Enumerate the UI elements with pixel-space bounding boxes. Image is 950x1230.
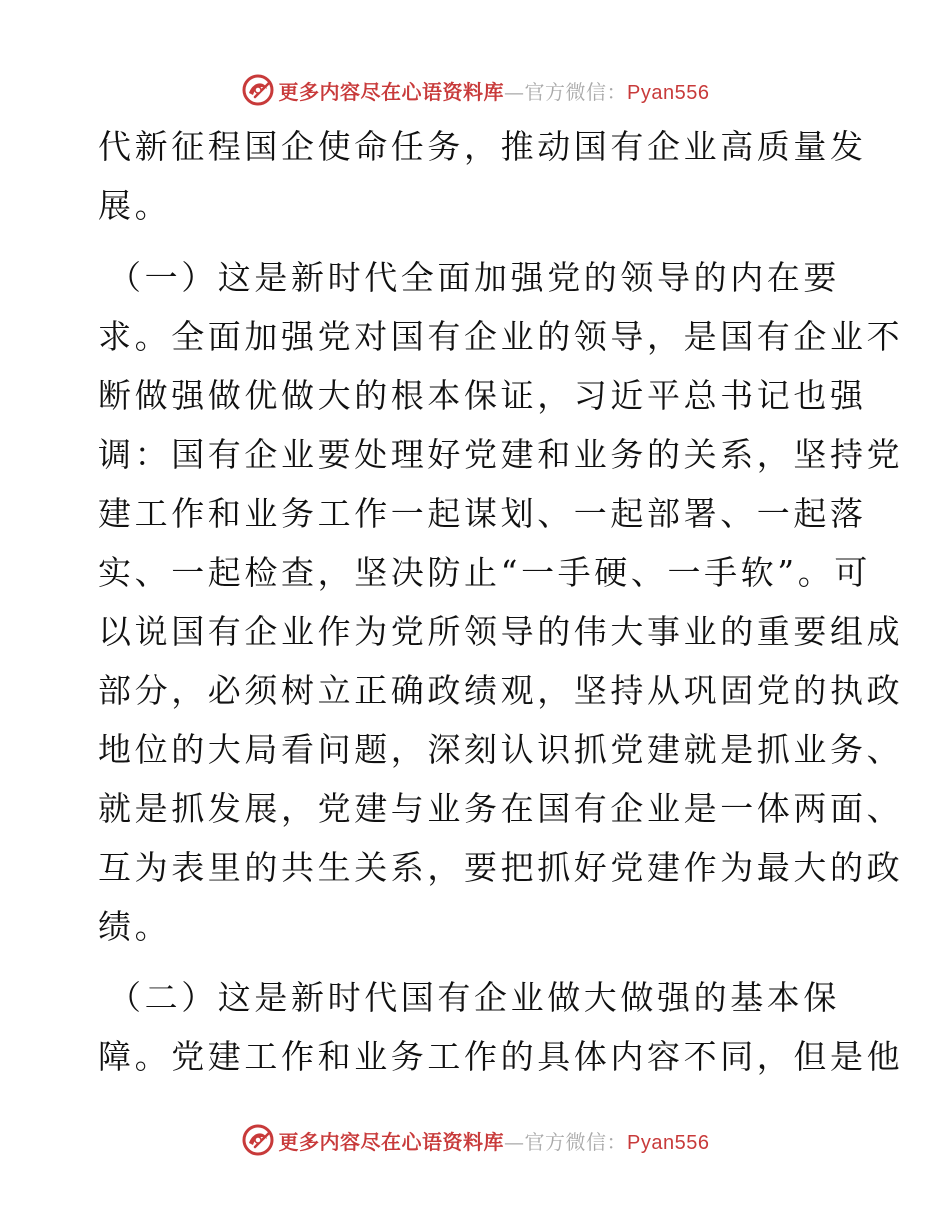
text-line: 实、一起检查，坚决防止“一手硬、一手软”。可 bbox=[98, 553, 871, 592]
watermark-text bbox=[279, 76, 710, 105]
text-line: 绩。 bbox=[98, 907, 172, 946]
text-line: 就是抓发展，党建与业务在国有企业是一体两面、 bbox=[98, 789, 904, 828]
section-heading-line: （二）这是新时代国有企业做大做强的基本保 bbox=[108, 978, 840, 1017]
watermark-dash: — bbox=[504, 1129, 525, 1154]
header-watermark bbox=[0, 70, 950, 110]
text-line: 互为表里的共生关系，要把抓好党建作为最大的政 bbox=[98, 848, 904, 887]
swirl-logo-icon bbox=[241, 73, 275, 107]
watermark-account: Pyan556 bbox=[627, 81, 710, 104]
text-line: 建工作和业务工作一起谋划、一起部署、一起落 bbox=[98, 494, 867, 533]
watermark-text bbox=[279, 1126, 710, 1155]
text-line: 断做强做优做大的根本保证，习近平总书记也强 bbox=[98, 376, 867, 415]
watermark-official-label: 官方微信： bbox=[524, 1129, 628, 1154]
watermark-account: Pyan556 bbox=[627, 1131, 710, 1154]
watermark-brand: 更多内容尽在心语资料库 bbox=[278, 1129, 505, 1154]
text-line: 地位的大局看问题，深刻认识抓党建就是抓业务、 bbox=[98, 730, 904, 769]
text-line: 展。 bbox=[98, 186, 172, 225]
text-line: 部分，必须树立正确政绩观，坚持从巩固党的执政 bbox=[98, 671, 904, 710]
text-line: 调：国有企业要处理好党建和业务的关系，坚持党 bbox=[98, 435, 904, 474]
text-line: 代新征程国企使命任务，推动国有企业高质量发 bbox=[98, 127, 867, 166]
text-line: 求。全面加强党对国有企业的领导，是国有企业不 bbox=[98, 317, 904, 356]
watermark-brand: 更多内容尽在心语资料库 bbox=[278, 79, 505, 104]
swirl-logo-icon bbox=[241, 1123, 275, 1157]
watermark-dash: — bbox=[504, 79, 525, 104]
footer-watermark bbox=[0, 1120, 950, 1160]
section-heading-line: （一）这是新时代全面加强党的领导的内在要 bbox=[108, 258, 840, 297]
text-line: 以说国有企业作为党所领导的伟大事业的重要组成 bbox=[98, 612, 904, 651]
watermark-official-label: 官方微信： bbox=[524, 79, 628, 104]
text-line: 障。党建工作和业务工作的具体内容不同，但是他 bbox=[98, 1037, 904, 1076]
